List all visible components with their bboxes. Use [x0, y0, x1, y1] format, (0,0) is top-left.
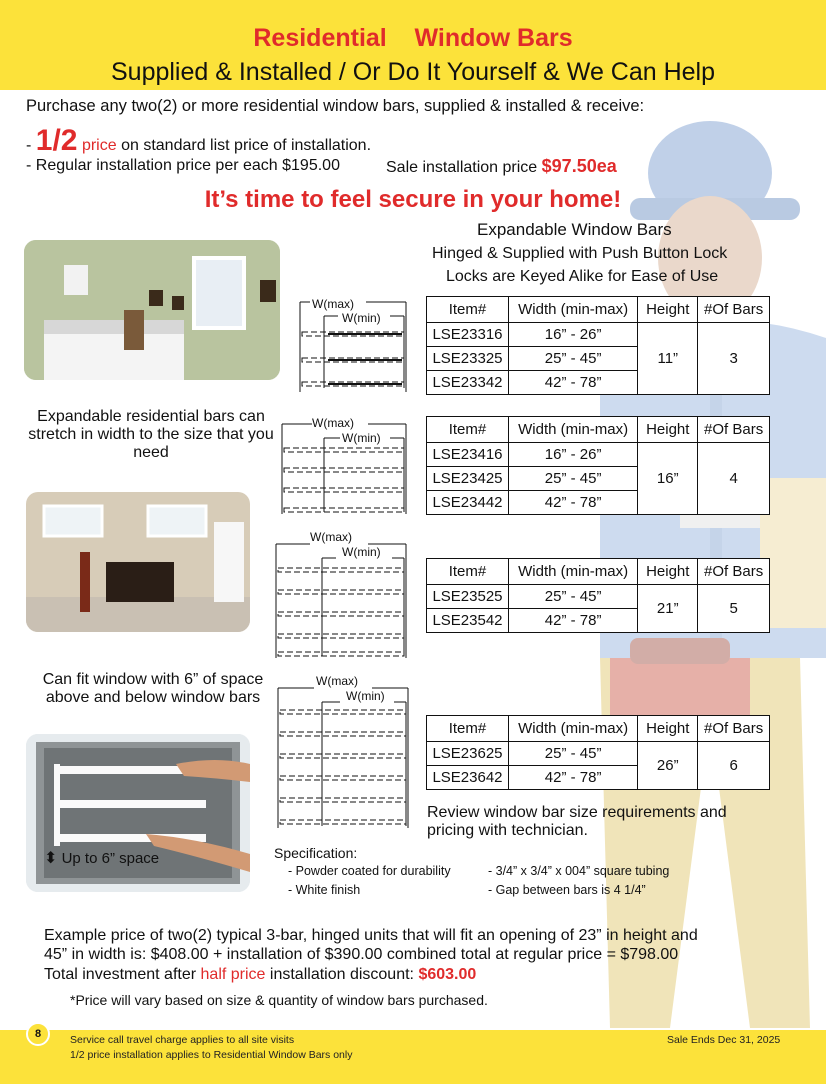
total-label: Total investment after — [44, 966, 197, 983]
col-item: Item# — [427, 716, 509, 742]
width-cell: 16” - 26” — [508, 323, 637, 347]
spec-a2: - White finish — [288, 883, 361, 897]
page-title: Residential Window Bars — [253, 24, 573, 52]
spec-b1: - 3/4” x 3/4” x 004” square tubing — [488, 864, 670, 878]
half-price-text: half price — [200, 966, 266, 983]
caption-fit-window: Can fit window with 6” of space above and below window bars — [42, 671, 264, 706]
promo-half-line — [26, 124, 371, 158]
promo-dash: - — [26, 137, 36, 154]
bedroom-photo — [24, 240, 280, 380]
promo-half-rest: on standard list price of installation. — [121, 137, 372, 154]
promo-intro: Purchase any two(2) or more residential window bars, supplied & installed & receive: — [26, 97, 645, 115]
height-cell: 21” — [638, 585, 698, 633]
col-width: Width (min-max) — [508, 559, 637, 585]
table-row — [427, 323, 770, 347]
spec-title: Specification: — [274, 845, 358, 861]
width-cell: 42” - 78” — [508, 371, 637, 395]
footer-line-1: Service call travel charge applies to all site visits — [70, 1034, 295, 1046]
width-cell: 42” - 78” — [508, 609, 637, 633]
width-cell: 25” - 45” — [508, 585, 637, 609]
col-bars: #Of Bars — [698, 417, 770, 443]
pricing-table-4-bar — [426, 416, 770, 515]
discount-label: installation discount: — [269, 966, 414, 983]
install-photo — [26, 734, 250, 892]
col-bars: #Of Bars — [698, 559, 770, 585]
sale-label: Sale installation price — [386, 159, 538, 176]
product-line-1: Hinged & Supplied with Push Button Lock — [432, 245, 728, 262]
width-cell: 25” - 45” — [508, 742, 637, 766]
col-bars: #Of Bars — [698, 716, 770, 742]
col-item: Item# — [427, 417, 509, 443]
wmax-label-4: W(max) — [316, 674, 358, 688]
col-item: Item# — [427, 559, 509, 585]
total-price: $603.00 — [418, 966, 477, 983]
wmin-label-4: W(min) — [346, 689, 385, 703]
pricing-table-6-bar — [426, 715, 770, 790]
sale-price: $97.50ea — [541, 156, 617, 176]
space-label — [44, 848, 159, 868]
product-title: Expandable Window Bars — [477, 220, 672, 239]
height-cell: 16” — [638, 443, 698, 515]
wmax-label-2: W(max) — [312, 416, 354, 430]
caption-expandable: Expandable residential bars can stretch in width to the size that you need — [28, 408, 274, 461]
item-cell: LSE23316 — [427, 323, 509, 347]
example-line-2: 45” in width is: $408.00 + installation of $390.00 combined total at regular price = $798.00 — [44, 946, 679, 963]
product-line-2: Locks are Keyed Alike for Ease of Use — [446, 268, 719, 285]
bars-cell: 4 — [698, 443, 770, 515]
item-cell: LSE23442 — [427, 491, 509, 515]
wmax-label-1: W(max) — [312, 297, 354, 311]
up-down-arrow-icon: ⬍ — [44, 850, 58, 867]
spec-a1: - Powder coated for durability — [288, 864, 451, 878]
bars-cell: 3 — [698, 323, 770, 395]
hallway-photo — [26, 492, 250, 632]
wmax-label-3: W(max) — [310, 530, 352, 544]
price-note: *Price will vary based on size & quantity of window bars purchased. — [70, 992, 488, 1008]
col-height: Height — [638, 716, 698, 742]
price-word: price — [81, 137, 117, 154]
bar-diagram-6 — [274, 682, 412, 832]
pricing-table-3-bar — [426, 296, 770, 395]
width-cell: 42” - 78” — [508, 766, 637, 790]
table-row — [427, 742, 770, 766]
wmin-label-3: W(min) — [342, 545, 381, 559]
item-cell: LSE23425 — [427, 467, 509, 491]
page-number: 8 — [26, 1022, 50, 1046]
wmin-label-2: W(min) — [342, 431, 381, 445]
col-item: Item# — [427, 297, 509, 323]
bar-diagram-5 — [272, 538, 410, 662]
col-bars: #Of Bars — [698, 297, 770, 323]
review-line-1: Review window bar size requirements and — [427, 804, 727, 821]
item-cell: LSE23416 — [427, 443, 509, 467]
bars-cell: 6 — [698, 742, 770, 790]
promo-regular: - Regular installation price per each $195.00 — [26, 157, 340, 174]
col-height: Height — [638, 297, 698, 323]
width-cell: 25” - 45” — [508, 467, 637, 491]
item-cell: LSE23325 — [427, 347, 509, 371]
table-row — [427, 585, 770, 609]
width-cell: 25” - 45” — [508, 347, 637, 371]
promo-sale — [386, 156, 617, 177]
col-height: Height — [638, 559, 698, 585]
height-cell: 11” — [638, 323, 698, 395]
width-cell: 42” - 78” — [508, 491, 637, 515]
width-cell: 16” - 26” — [508, 443, 637, 467]
item-cell: LSE23625 — [427, 742, 509, 766]
item-cell: LSE23642 — [427, 766, 509, 790]
example-line-1: Example price of two(2) typical 3-bar, hinged units that will fit an opening of 23” in height and — [44, 927, 698, 944]
tagline: It’s time to feel secure in your home! — [204, 186, 622, 213]
table-row — [427, 443, 770, 467]
review-line-2: pricing with technician. — [427, 822, 588, 839]
col-width: Width (min-max) — [508, 297, 637, 323]
height-cell: 26” — [638, 742, 698, 790]
item-cell: LSE23342 — [427, 371, 509, 395]
sale-ends: Sale Ends Dec 31, 2025 — [667, 1034, 781, 1046]
space-text: Up to 6” space — [61, 850, 160, 867]
bars-cell: 5 — [698, 585, 770, 633]
item-cell: LSE23542 — [427, 609, 509, 633]
col-width: Width (min-max) — [508, 716, 637, 742]
pricing-table-5-bar — [426, 558, 770, 633]
example-line-3 — [44, 966, 476, 984]
spec-b2: - Gap between bars is 4 1/4” — [488, 883, 646, 897]
item-cell: LSE23525 — [427, 585, 509, 609]
page-subtitle: Supplied & Installed / Or Do It Yourself & We Can Help — [110, 58, 716, 86]
half-fraction: 1/2 — [35, 124, 78, 157]
footer-line-2: 1/2 price installation applies to Residential Window Bars only — [70, 1049, 353, 1061]
wmin-label-1: W(min) — [342, 311, 381, 325]
col-width: Width (min-max) — [508, 417, 637, 443]
col-height: Height — [638, 417, 698, 443]
